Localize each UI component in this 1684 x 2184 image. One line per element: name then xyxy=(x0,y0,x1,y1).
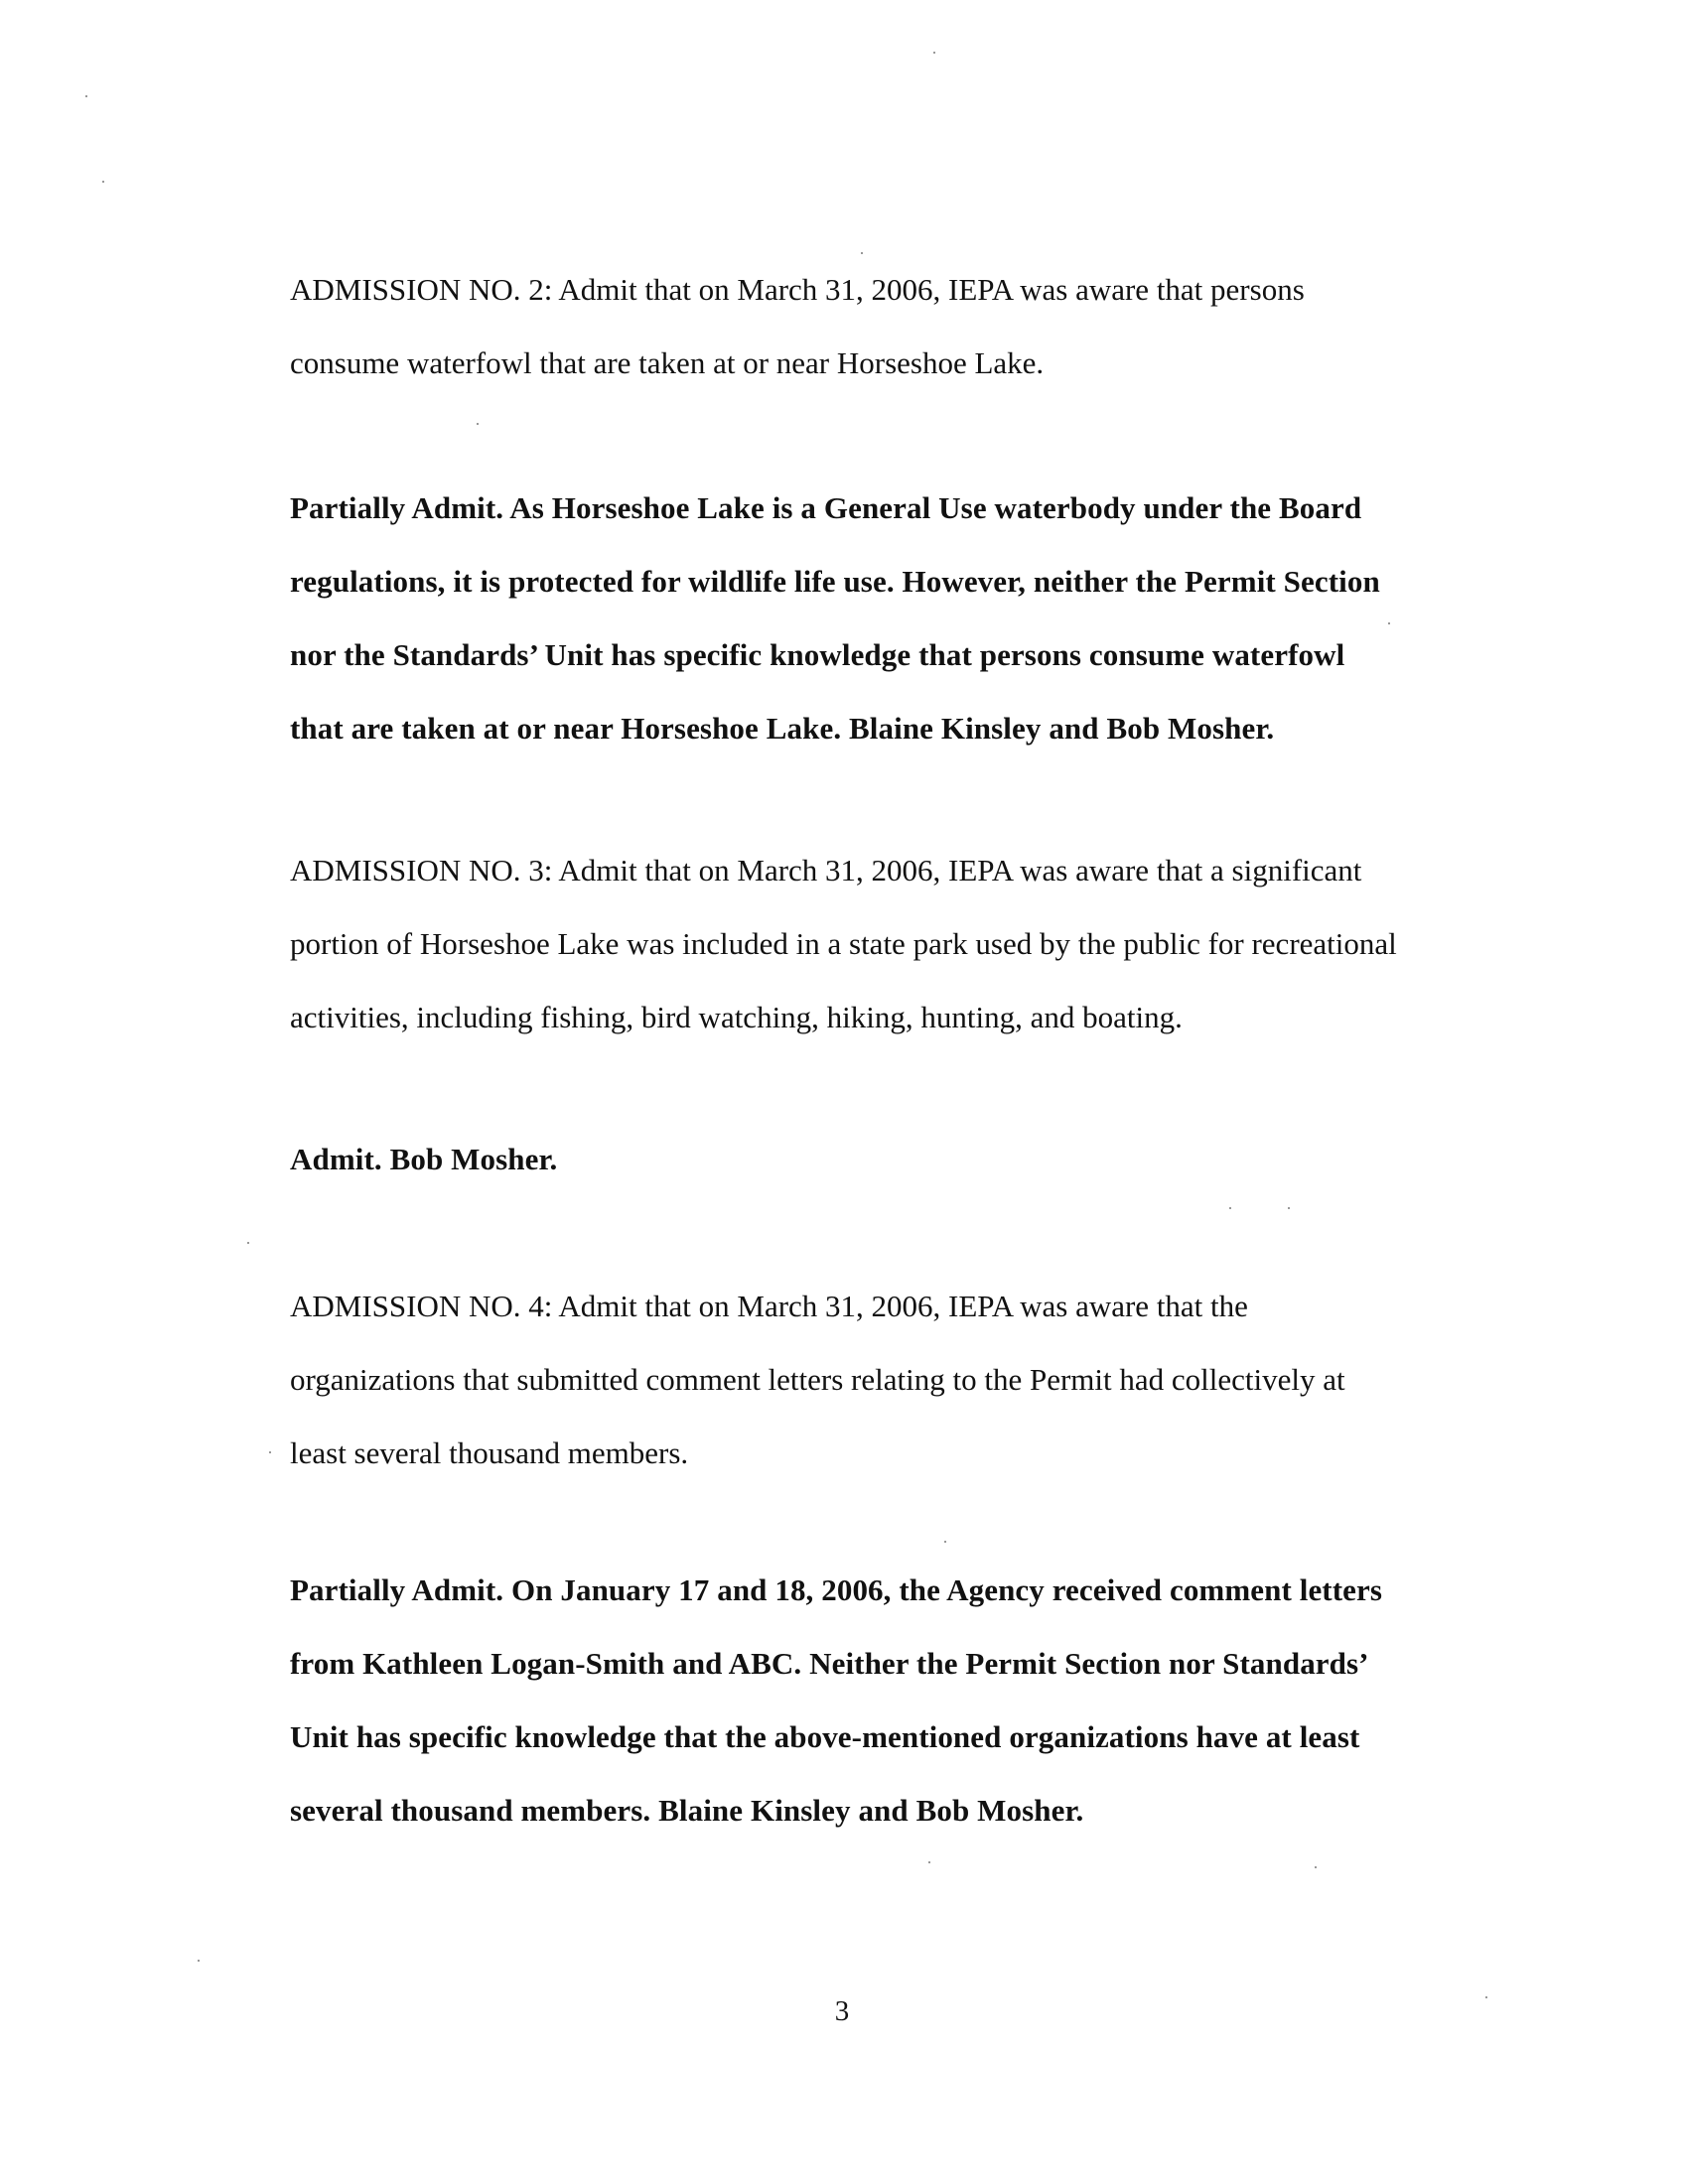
text-line: several thousand members. Blaine Kinsley and Bob Mosher. xyxy=(290,1793,1084,1828)
scan-speck xyxy=(944,1541,946,1543)
text-line: regulations, it is protected for wildlife life use. However, neither the Permit Section xyxy=(290,564,1380,599)
text-line: consume waterfowl that are taken at or near Horseshoe Lake. xyxy=(290,345,1045,380)
admission-2-response xyxy=(290,472,1442,765)
scan-speck xyxy=(1315,1866,1317,1868)
scan-speck xyxy=(477,423,479,425)
text-line: portion of Horseshoe Lake was included in a state park used by the public for recreational xyxy=(290,926,1397,961)
scan-speck xyxy=(269,1451,271,1453)
text-line: ADMISSION NO. 4: Admit that on March 31, 2006, IEPA was aware that the xyxy=(290,1289,1248,1323)
scan-speck xyxy=(928,1861,930,1863)
admission-3-response xyxy=(290,1123,1442,1196)
scan-speck xyxy=(198,1960,200,1962)
text-line: ADMISSION NO. 3: Admit that on March 31, 2006, IEPA was aware that a significant xyxy=(290,853,1362,887)
admission-4-request xyxy=(290,1270,1442,1490)
admission-4-response xyxy=(290,1554,1442,1847)
admission-2-request xyxy=(290,253,1442,400)
scan-speck xyxy=(247,1242,249,1244)
scan-speck xyxy=(85,95,87,97)
text-line: least several thousand members. xyxy=(290,1435,689,1470)
text-line: ADMISSION NO. 2: Admit that on March 31, 2006, IEPA was aware that persons xyxy=(290,272,1305,307)
text-line: Admit. Bob Mosher. xyxy=(290,1142,558,1176)
text-line: organizations that submitted comment letters relating to the Permit had collectively at xyxy=(290,1362,1345,1397)
text-line: Partially Admit. On January 17 and 18, 2006, the Agency received comment letters xyxy=(290,1572,1383,1607)
text-line: activities, including fishing, bird watching, hiking, hunting, and boating. xyxy=(290,1000,1183,1034)
scan-speck xyxy=(933,52,935,54)
text-line: from Kathleen Logan-Smith and ABC. Neither the Permit Section nor Standards’ xyxy=(290,1646,1369,1681)
text-line: Partially Admit. As Horseshoe Lake is a General Use waterbody under the Board xyxy=(290,490,1362,525)
page-number: 3 xyxy=(834,1995,850,2027)
text-line: nor the Standards’ Unit has specific knowledge that persons consume waterfowl xyxy=(290,637,1345,672)
scan-speck xyxy=(1229,1207,1231,1209)
text-line: Unit has specific knowledge that the above-mentioned organizations have at least xyxy=(290,1719,1360,1754)
scan-speck xyxy=(102,181,104,183)
admission-3-request xyxy=(290,834,1442,1054)
scan-speck xyxy=(1288,1207,1290,1209)
text-line: that are taken at or near Horseshoe Lake. Blaine Kinsley and Bob Mosher. xyxy=(290,711,1275,746)
